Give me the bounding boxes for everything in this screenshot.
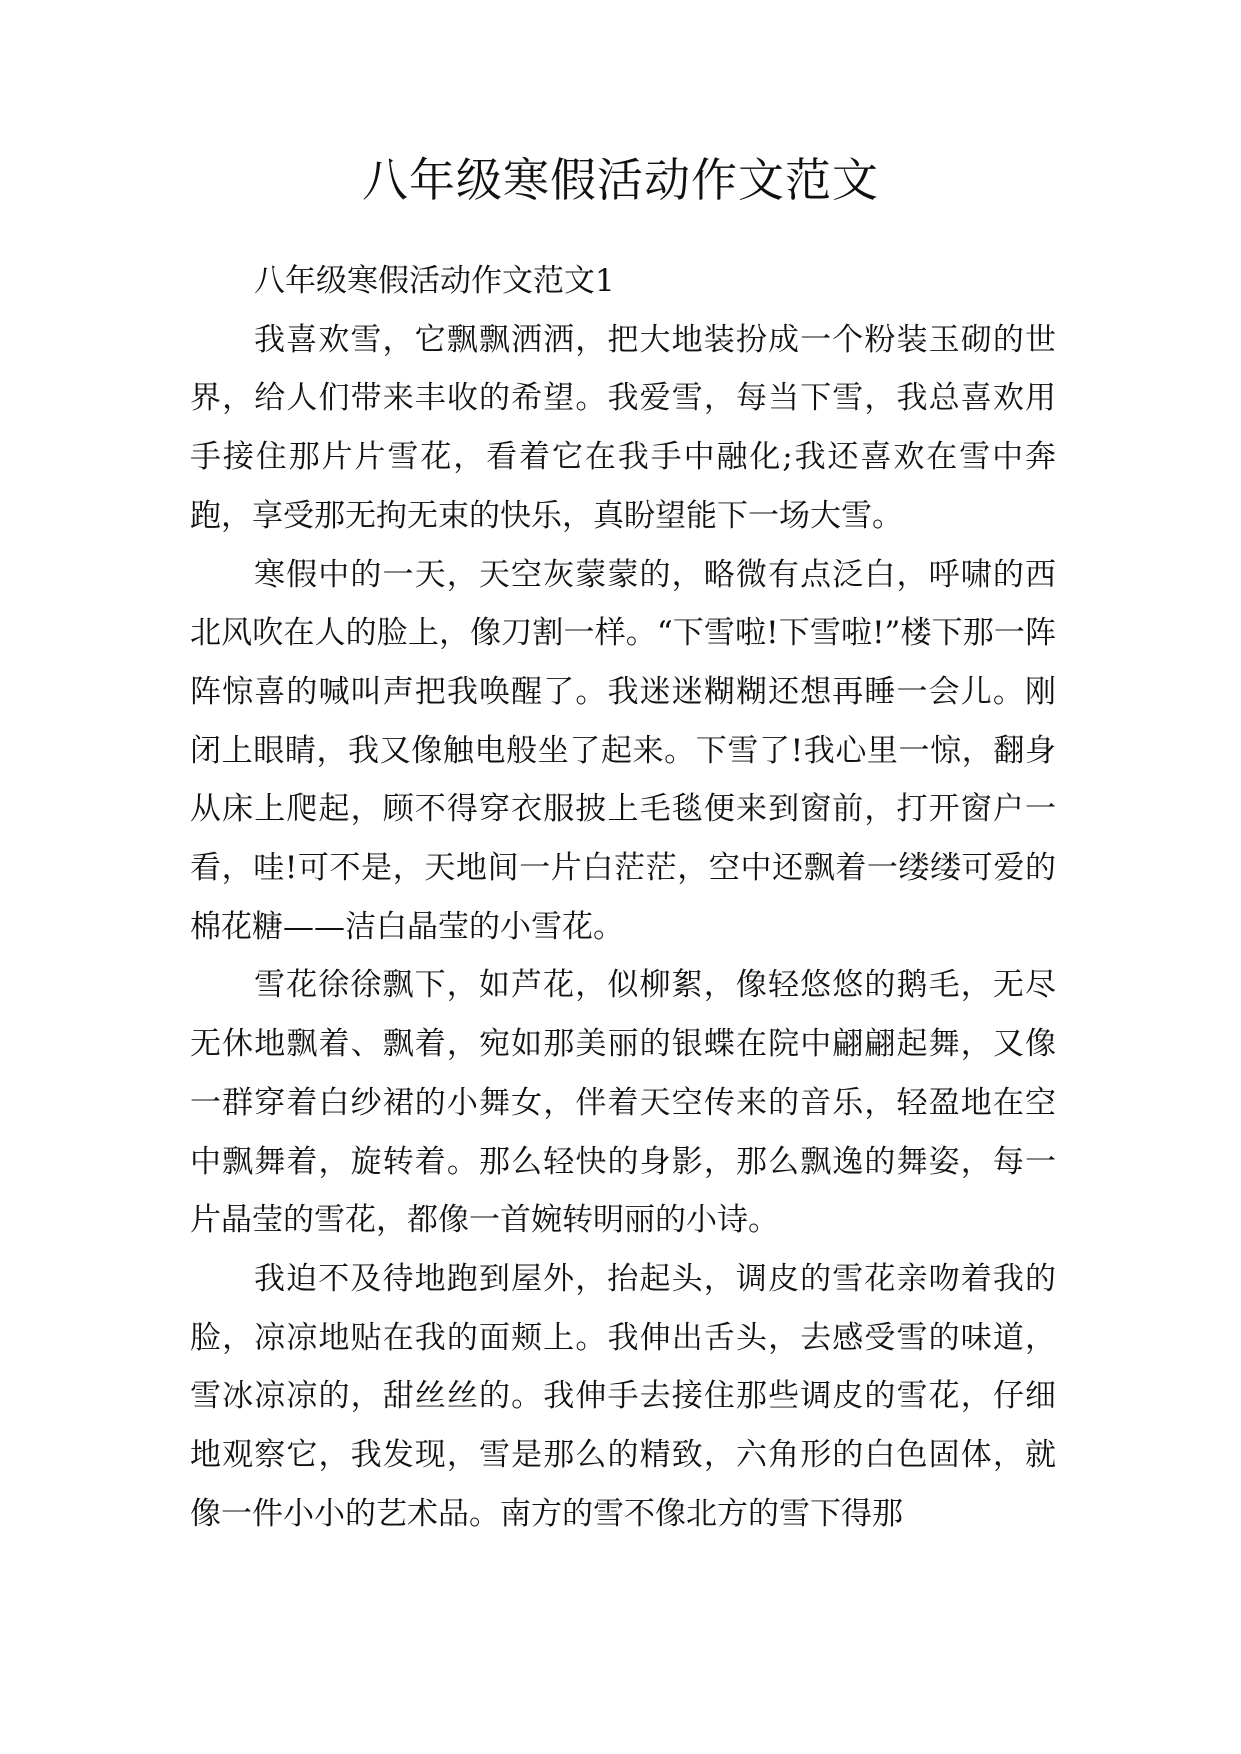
paragraph-1: 我喜欢雪，它飘飘洒洒，把大地装扮成一个粉装玉砌的世界，给人们带来丰收的希望。我爱雪，每当下雪，我总喜欢用手接住那片片雪花，看着它在我手中融化;我还喜欢在雪中奔跑，享受那无拘无束的快乐，真盼望能下一场大雪。 [190,321,1056,534]
section-heading: 八年级寒假活动作文范文1 [254,263,615,299]
document-title: 八年级寒假活动作文范文 [362,153,879,207]
paragraph-4: 我迫不及待地跑到屋外，抬起头，调皮的雪花亲吻着我的脸，凉凉地贴在我的面颊上。我伸出舌头，去感受雪的味道，雪冰凉凉的，甜丝丝的。我伸手去接住那些调皮的雪花，仔细地观察它，我发现，雪是那么的精致，六角形的白色固体，就像一件小小的艺术品。南方的雪不像北方的雪下得那 [190,1260,1056,1532]
paragraph-3: 雪花徐徐飘下，如芦花，似柳絮，像轻悠悠的鹅毛，无尽无休地飘着、飘着，宛如那美丽的银蝶在院中翩翩起舞，又像一群穿着白纱裙的小舞女，伴着天空传来的音乐，轻盈地在空中飘舞着，旋转着。那么轻快的身影，那么飘逸的舞姿，每一片晶莹的雪花，都像一首婉转明丽的小诗。 [190,967,1056,1239]
document-body [190,252,1056,1543]
paragraph-2: 寒假中的一天，天空灰蒙蒙的，略微有点泛白，呼啸的西北风吹在人的脸上，像刀割一样。“下雪啦!下雪啦!”楼下那一阵阵惊喜的喊叫声把我唤醒了。我迷迷糊糊还想再睡一会儿。刚闭上眼睛，我又像触电般坐了起来。下雪了!我心里一惊，翻身从床上爬起，顾不得穿衣服披上毛毯便来到窗前，打开窗户一看，哇!可不是，天地间一片白茫茫，空中还飘着一缕缕可爱的棉花糖——洁白晶莹的小雪花。 [190,556,1056,945]
